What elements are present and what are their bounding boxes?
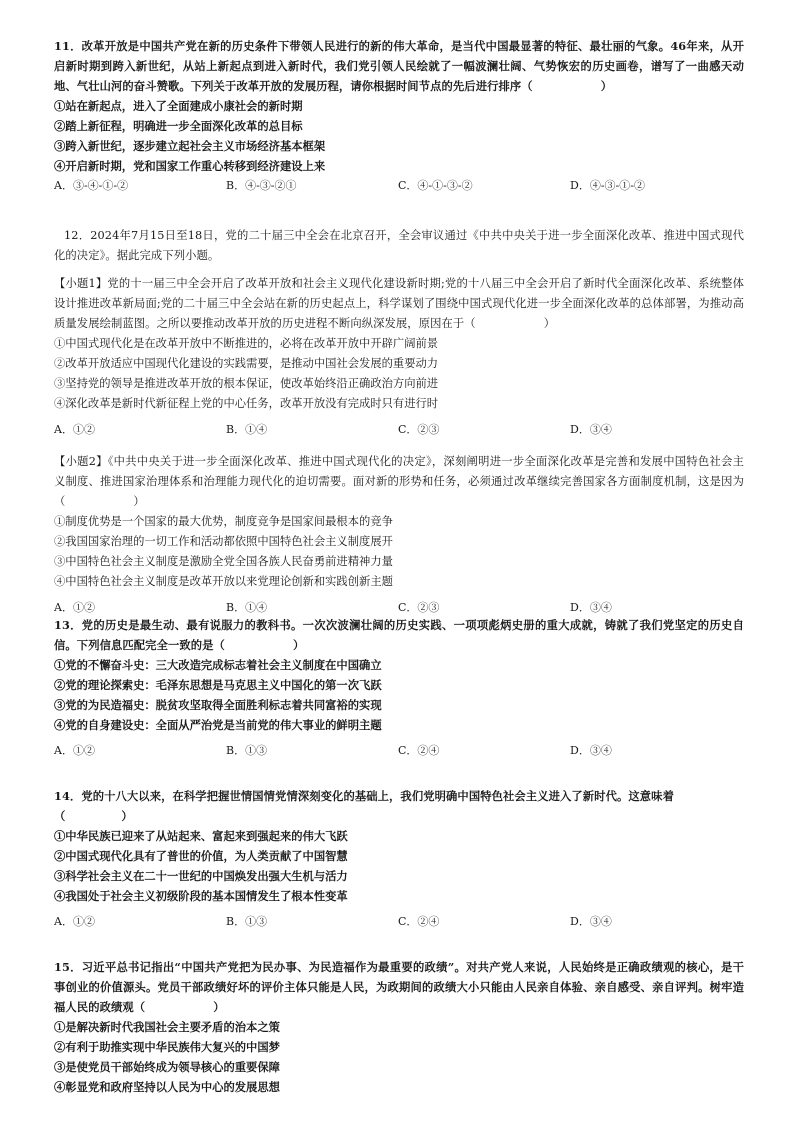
statement-item: ①站在新起点，进入了全面建成小康社会的新时期 bbox=[54, 99, 303, 113]
statement-item: ④我国处于社会主义初级阶段的基本国情发生了根本性变革 bbox=[54, 889, 348, 903]
choice-c[interactable]: C．②③ bbox=[398, 423, 440, 436]
choice-d[interactable]: D．③④ bbox=[570, 915, 612, 928]
sub-question-2 bbox=[54, 452, 744, 618]
choice-a[interactable]: A．①② bbox=[54, 744, 95, 757]
choice-c[interactable]: C．②④ bbox=[398, 915, 440, 928]
answer-choices bbox=[54, 176, 744, 196]
statement-item: ②有利于助推实现中华民族伟大复兴的中国梦 bbox=[54, 1040, 280, 1054]
choice-b[interactable]: B．①④ bbox=[226, 423, 268, 436]
statement-item: ②改革开放适应中国现代化建设的实践需要，是推动中国社会发展的重要动力 bbox=[54, 357, 439, 370]
answer-blank: （ ） bbox=[54, 809, 133, 823]
statement-item: ③跨入新世纪，逐步建立起社会主义市场经济基本框架 bbox=[54, 139, 326, 153]
statement-item: ③是使党员干部始终成为领导核心的重要保障 bbox=[54, 1060, 280, 1074]
statement-item: ①党的不懈奋斗史：三大改造完成标志着社会主义制度在中国确立 bbox=[54, 658, 382, 672]
choice-c[interactable]: C．④-①-③-② bbox=[398, 179, 473, 192]
statement-item: ②中国式现代化具有了普世的价值，为人类贡献了中国智慧 bbox=[54, 849, 348, 863]
question-stem: 15．习近平总书记指出“中国共产党把为民办事、为民造福作为最重要的政绩”。对共产党人来说，人民始终是正确政绩观的核心，是干事创业的价值源头。党员干部政绩好坏的评价主体只能是人民，为政期间的政绩大小只能由人民亲自体验、亲自感受、亲自评判。树牢造福人民的政绩观（ ） bbox=[54, 960, 744, 1014]
choice-a[interactable]: A．①② bbox=[54, 915, 95, 928]
question-13 bbox=[54, 615, 744, 761]
sub-question-stem: 【小题1】党的十一届三中全会开启了改革开放和社会主义现代化建设新时期;党的十八届三中全会开启了新时代全面深化改革、系统整体设计推进改革新局面;党的二十届三中全会站在新的历史起点上，科学谋划了围绕中国式现代化进一步全面深化改革的总体部署，为推动高质量发展绘制蓝图。之所以要推动改革开放的历史进程不断向纵深发展，原因在于（ ） bbox=[54, 277, 744, 330]
sub-question-1 bbox=[54, 274, 744, 440]
question-14 bbox=[54, 786, 744, 932]
statement-item: ①中国式现代化是在改革开放中不断推进的，必将在改革开放中开辟广阔前景 bbox=[54, 337, 439, 350]
answer-choices bbox=[54, 741, 744, 761]
statement-item: ③党的为民造福史：脱贫攻坚取得全面胜利标志着共同富裕的实现 bbox=[54, 698, 382, 712]
choice-c[interactable]: C．②③ bbox=[398, 601, 440, 614]
statement-item: ③坚持党的领导是推进改革开放的根本保证，使改革始终沿正确政治方向前进 bbox=[54, 377, 439, 390]
sub-question-stem: 【小题2】《中共中央关于进一步全面深化改革、推进中国式现代化的决定》，深刻阐明进一步全面深化改革是完善和发展中国特色社会主义制度、推进国家治理体系和治理能力现代化的迫切需要。面对新的形势和任务，必须通过改革继续完善国家各方面制度机制，这是因为（ ） bbox=[54, 455, 744, 508]
statement-item: ④深化改革是新时代新征程上党的中心任务，改革开放没有完成时只有进行时 bbox=[54, 397, 439, 410]
choice-a[interactable]: A．①② bbox=[54, 423, 95, 436]
statement-item: ④党的自身建设史：全面从严治党是当前党的伟大事业的鲜明主题 bbox=[54, 718, 382, 732]
statement-item: ③科学社会主义在二十一世纪的中国焕发出强大生机与活力 bbox=[54, 869, 348, 883]
statement-item: ②踏上新征程，明确进一步全面深化改革的总目标 bbox=[54, 119, 303, 133]
choice-d[interactable]: D．③④ bbox=[570, 423, 612, 436]
choice-a[interactable]: A．③-④-①-② bbox=[54, 179, 129, 192]
answer-choices bbox=[54, 420, 744, 440]
choice-c[interactable]: C．②④ bbox=[398, 744, 440, 757]
question-stem: 11．改革开放是中国共产党在新的历史条件下带领人民进行的新的伟大革命，是当代中国最显著的特征、最壮丽的气象。46年来，从开启新时期到跨入新世纪，从站上新起点到进入新时代，我们党引领人民绘就了一幅波澜壮阔、气势恢宏的历史画卷，谱写了一曲感天动地、气壮山河的奋斗赞歌。下列关于改革开放的发展历程，请你根据时间节点的先后进行排序（ ） bbox=[54, 39, 744, 93]
statement-item: ①是解决新时代我国社会主要矛盾的治本之策 bbox=[54, 1020, 280, 1034]
question-12 bbox=[54, 226, 744, 618]
question-11 bbox=[54, 36, 744, 196]
question-stem: 12．2024年7月15日至18日，党的二十届三中全会在北京召开，全会审议通过《中共中央关于进一步全面深化改革、推进中国式现代化的决定》。据此完成下列小题。 bbox=[54, 229, 744, 262]
answer-choices bbox=[54, 912, 744, 932]
statement-item: ④开启新时期，党和国家工作重心转移到经济建设上来 bbox=[54, 159, 326, 173]
choice-d[interactable]: D．④-③-①-② bbox=[570, 179, 645, 192]
choice-b[interactable]: B．①③ bbox=[226, 915, 268, 928]
choice-b[interactable]: B．①③ bbox=[226, 744, 268, 757]
question-15 bbox=[54, 957, 744, 1097]
question-stem: 14．党的十八大以来，在科学把握世情国情党情深刻变化的基础上，我们党明确中国特色社会主义进入了新时代。这意味着 bbox=[54, 789, 674, 803]
statement-item: ①制度优势是一个国家的最大优势，制度竞争是国家间最根本的竞争 bbox=[54, 515, 393, 528]
choice-d[interactable]: D．③④ bbox=[570, 744, 612, 757]
choice-d[interactable]: D．③④ bbox=[570, 601, 612, 614]
choice-b[interactable]: B．④-③-②① bbox=[226, 179, 297, 192]
statement-item: ④彰显党和政府坚持以人民为中心的发展思想 bbox=[54, 1080, 280, 1094]
statement-item: ④中国特色社会主义制度是改革开放以来党理论创新和实践创新主题 bbox=[54, 575, 393, 588]
statement-item: ②我国国家治理的一切工作和活动都依照中国特色社会主义制度展开 bbox=[54, 535, 393, 548]
choice-b[interactable]: B．①④ bbox=[226, 601, 268, 614]
statement-item: ②党的理论探索史：毛泽东思想是马克思主义中国化的第一次飞跃 bbox=[54, 678, 382, 692]
statement-item: ①中华民族已迎来了从站起来、富起来到强起来的伟大飞跃 bbox=[54, 829, 348, 843]
question-stem: 13．党的历史是最生动、最有说服力的教科书。一次次波澜壮阔的历史实践、一项项彪炳史册的重大成就，铸就了我们党坚定的历史自信。下列信息匹配完全一致的是（ ） bbox=[54, 618, 744, 652]
choice-a[interactable]: A．①② bbox=[54, 601, 95, 614]
statement-item: ③中国特色社会主义制度是激励全党全国各族人民奋勇前进精神力量 bbox=[54, 555, 393, 568]
